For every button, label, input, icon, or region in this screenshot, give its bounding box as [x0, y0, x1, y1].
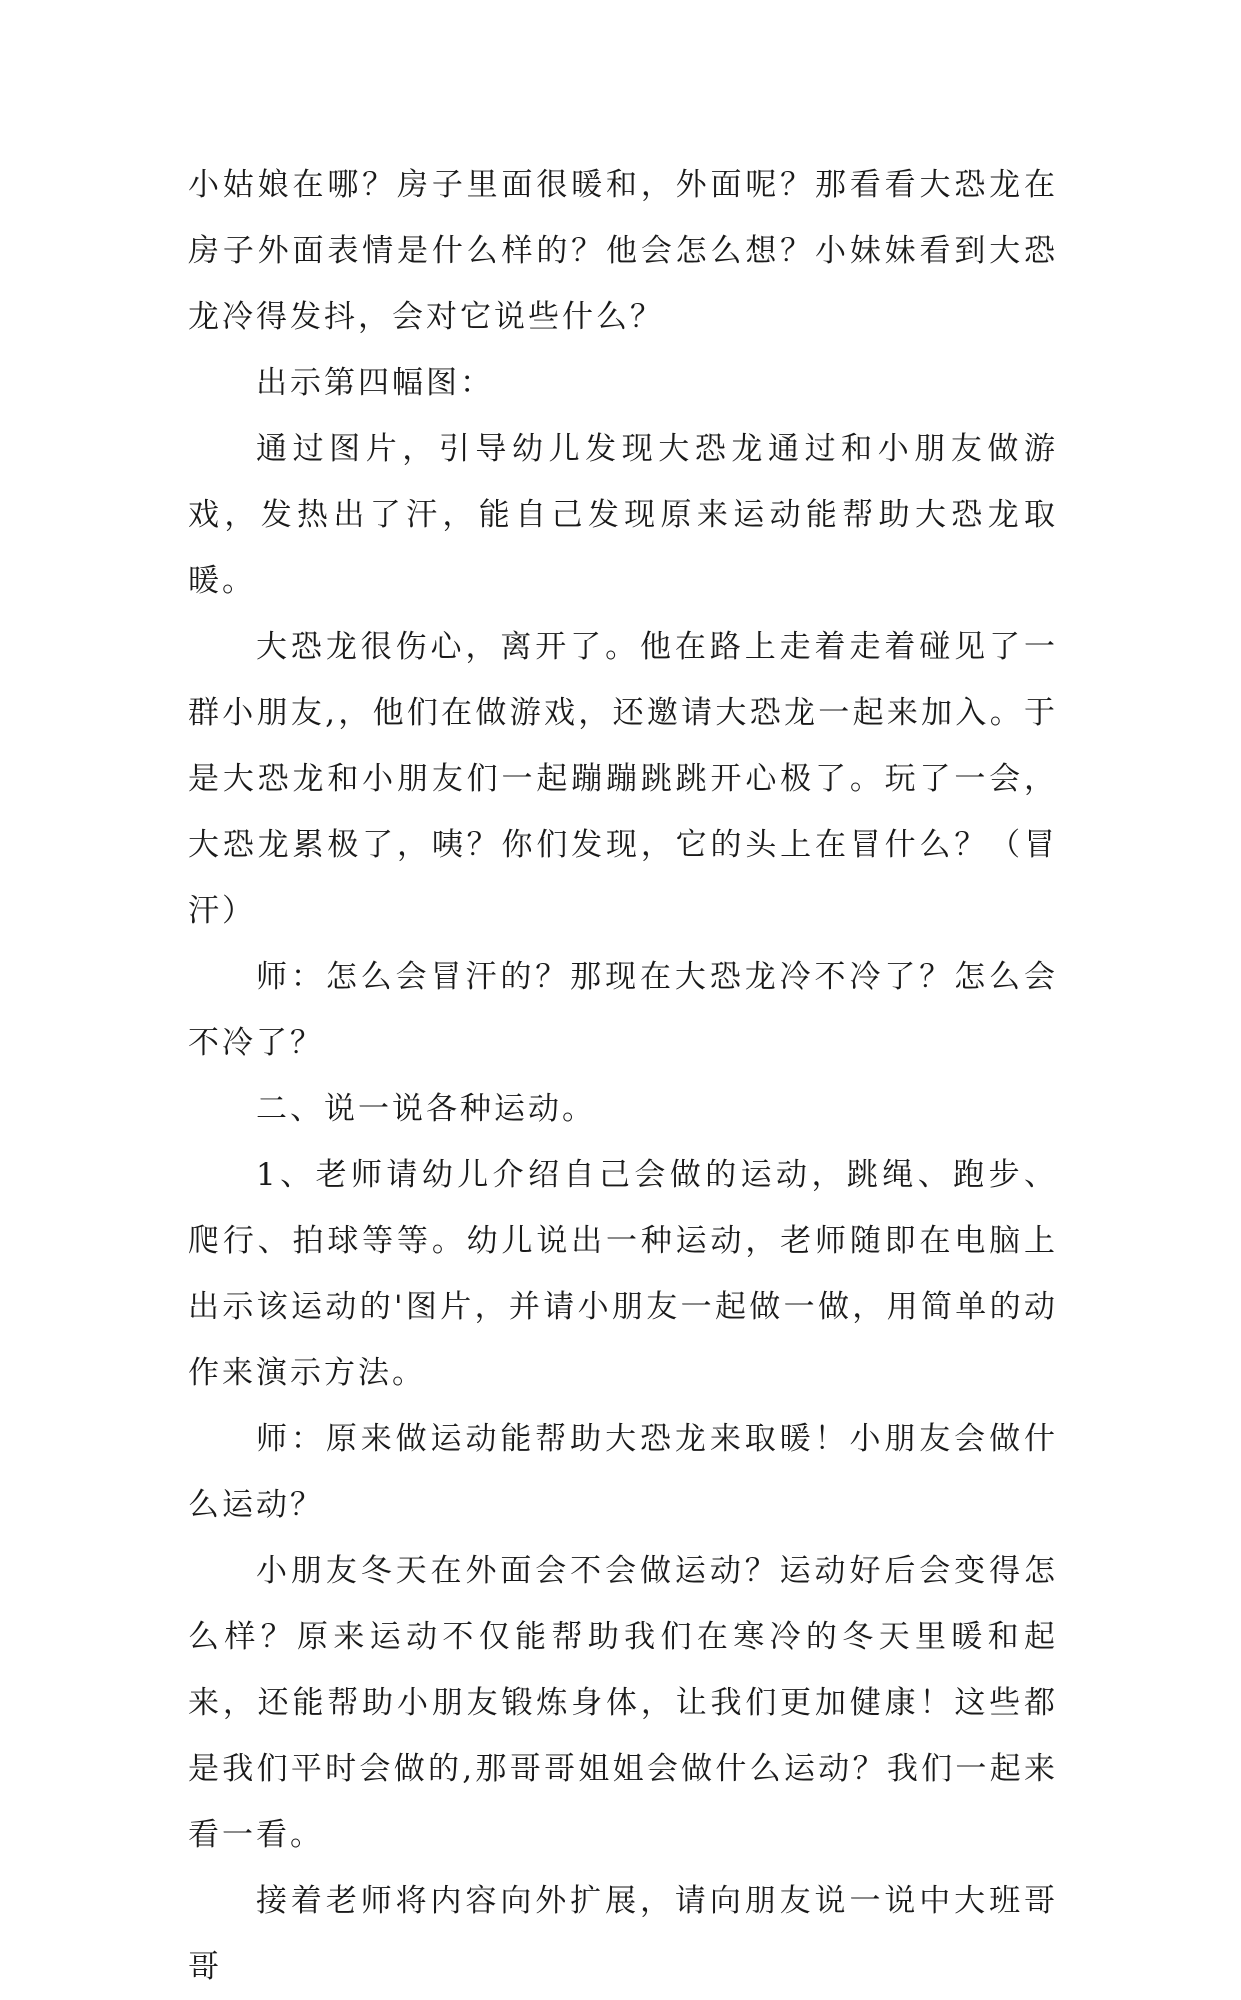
document-body [188, 152, 1058, 2000]
paragraph-3: 通过图片，引导幼儿发现大恐龙通过和小朋友做游戏，发热出了汗，能自己发现原来运动能帮助大恐龙取暖。 [188, 431, 1058, 599]
paragraph-9: 小朋友冬天在外面会不会做运动？运动好后会变得怎么样？原来运动不仅能帮助我们在寒冷的冬天里暖和起来，还能帮助小朋友锻炼身体，让我们更加健康！这些都是我们平时会做的,那哥哥姐姐会做什么运动？我们一起来看一看。 [188, 1553, 1058, 1853]
paragraph-1: 小姑娘在哪？房子里面很暖和，外面呢？那看看大恐龙在房子外面表情是什么样的？他会怎么想？小妹妹看到大恐龙冷得发抖，会对它说些什么？ [188, 167, 1058, 335]
paragraph-10: 接着老师将内容向外扩展，请向朋友说一说中大班哥哥 [188, 1883, 1058, 1985]
paragraph-7: 1、老师请幼儿介绍自己会做的运动，跳绳、跑步、爬行、拍球等等。幼儿说出一种运动，老师随即在电脑上出示该运动的'图片，并请小朋友一起做一做，用简单的动作来演示方法。 [188, 1157, 1058, 1391]
paragraph-6: 二、说一说各种运动。 [256, 1091, 596, 1127]
paragraph-8: 师：原来做运动能帮助大恐龙来取暖！小朋友会做什么运动？ [188, 1421, 1058, 1523]
paragraph-2: 出示第四幅图： [256, 365, 494, 401]
paragraph-4: 大恐龙很伤心，离开了。他在路上走着走着碰见了一群小朋友,，他们在做游戏，还邀请大恐龙一起来加入。于是大恐龙和小朋友们一起蹦蹦跳跳开心极了。玩了一会，大恐龙累极了，咦？你们发现，它的头上在冒什么？（冒汗） [188, 629, 1058, 929]
paragraph-5: 师：怎么会冒汗的？那现在大恐龙冷不冷了？怎么会不冷了？ [188, 959, 1058, 1061]
